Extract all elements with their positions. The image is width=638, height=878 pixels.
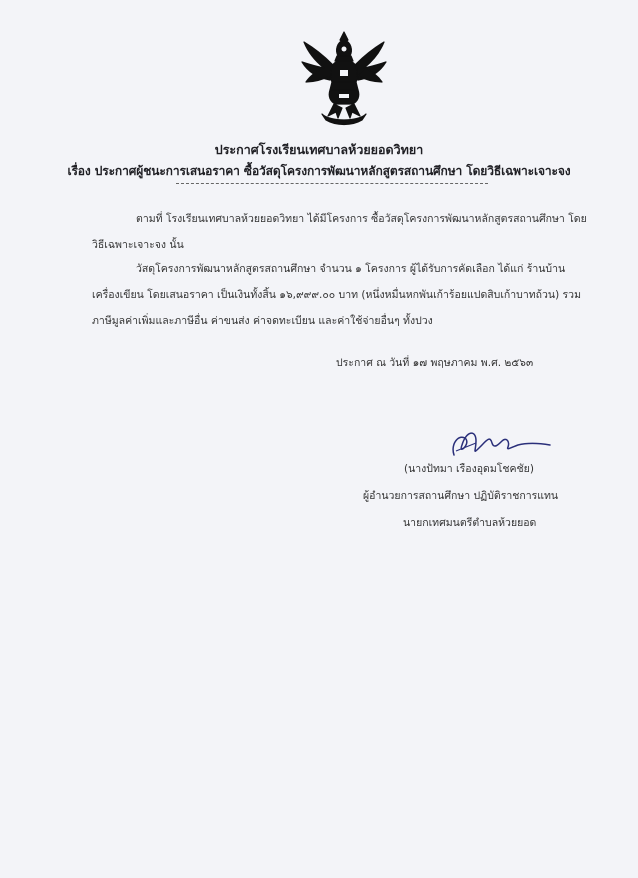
announcement-date: ประกาศ ณ วันที่ ๑๗ พฤษภาคม พ.ศ. ๒๕๖๓	[336, 357, 534, 369]
document-title: ประกาศโรงเรียนเทศบาลห้วยยอดวิทยา	[214, 142, 424, 157]
garuda-emblem-icon	[298, 30, 390, 126]
document-subject: เรื่อง ประกาศผู้ชนะการเสนอราคา ซื้อวัสดุโครงการพัฒนาหลักสูตรสถานศึกษา โดยวิธีเฉพาะเจาะจง	[67, 164, 571, 178]
signatory-position: ผู้อำนวยการสถานศึกษา ปฏิบัติราชการแทน	[363, 490, 559, 502]
signatory-position-2: นายกเทศมนตรีตำบลห้วยยอด	[403, 517, 537, 529]
paragraph-intro: ตามที่ โรงเรียนเทศบาลห้วยยอดวิทยา ได้มีโครงการ ซื้อวัสดุโครงการพัฒนาหลักสูตรสถานศึกษา โดยวิธีเฉพาะเจาะจง นั้น	[92, 213, 587, 251]
handwritten-signature	[446, 425, 554, 461]
divider-line	[176, 183, 488, 184]
paragraph-award: วัสดุโครงการพัฒนาหลักสูตรสถานศึกษา จำนวน ๑ โครงการ ผู้ได้รับการคัดเลือก ได้แก่ ร้านบ้านเครื่องเขียน โดยเสนอราคา เป็นเงินทั้งสิ้น ๑๖,๙๙๙.๐๐ บาท (หนึ่งหมื่นหกพันเก้าร้อยแปดสิบเก้าบาทถ้วน) รวมภาษีมูลค่าเพิ่มและภาษีอื่น ค่าขนส่ง ค่าจดทะเบียน และค่าใช้จ่ายอื่นๆ ทั้งปวง	[92, 263, 581, 327]
signatory-name: (นางปัทมา เรืองอุดมโชคชัย)	[404, 463, 534, 475]
